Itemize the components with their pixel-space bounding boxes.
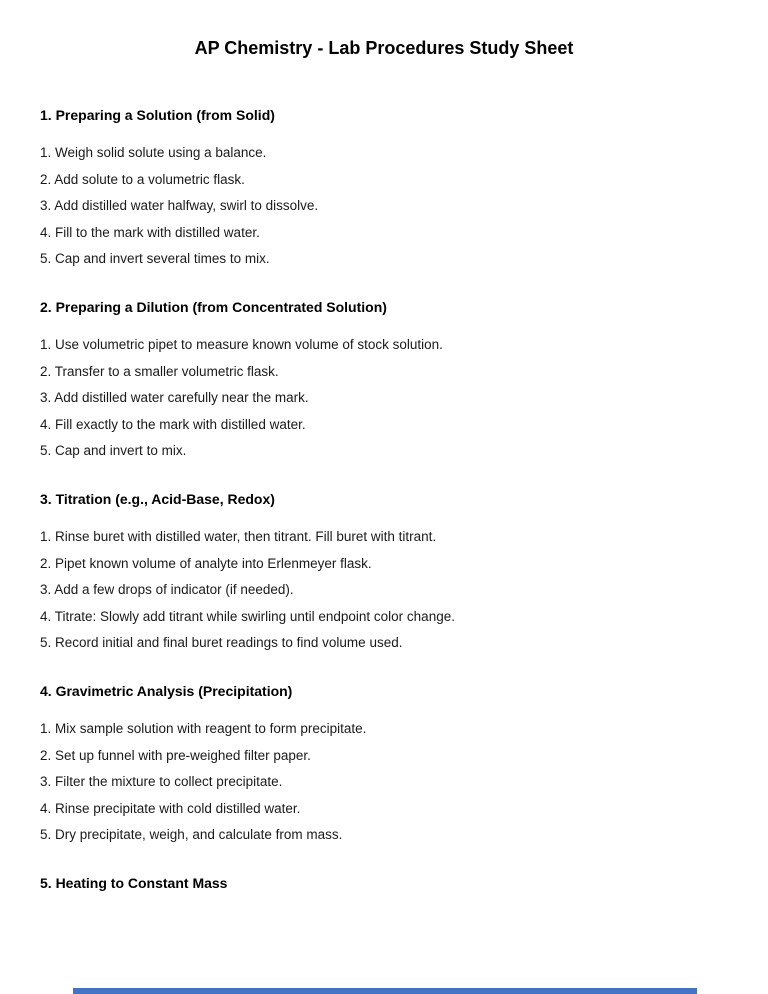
section-4-step: 5. Dry precipitate, weigh, and calculate from mass. xyxy=(40,827,343,842)
section-1-step: 4. Fill to the mark with distilled water. xyxy=(40,224,260,240)
section-2-step: 2. Transfer to a smaller volumetric flask. xyxy=(40,363,279,379)
section-4-step: 2. Set up funnel with pre-weighed filter paper. xyxy=(40,747,311,763)
section-1-step: 5. Cap and invert several times to mix. xyxy=(40,251,270,266)
section-titration xyxy=(40,491,728,651)
section-2-step: 1. Use volumetric pipet to measure known volume of stock solution. xyxy=(40,337,443,352)
section-4-step: 1. Mix sample solution with reagent to form precipitate. xyxy=(40,721,367,736)
section-gravimetric-analysis xyxy=(40,683,728,843)
section-2-step: 3. Add distilled water carefully near the mark. xyxy=(40,390,309,405)
section-3-step: 5. Record initial and final buret readings to find volume used. xyxy=(40,635,403,650)
section-preparing-dilution xyxy=(40,299,728,459)
section-1-step: 2. Add solute to a volumetric flask. xyxy=(40,171,245,187)
section-heating-constant-mass xyxy=(40,875,728,891)
section-1-heading: 1. Preparing a Solution (from Solid) xyxy=(40,107,275,123)
section-2-step: 5. Cap and invert to mix. xyxy=(40,443,187,458)
section-3-heading: 3. Titration (e.g., Acid-Base, Redox) xyxy=(40,491,275,507)
section-3-step: 2. Pipet known volume of analyte into Erlenmeyer flask. xyxy=(40,555,372,571)
page-title: AP Chemistry - Lab Procedures Study Sheet xyxy=(194,38,574,58)
section-4-step: 3. Filter the mixture to collect precipitate. xyxy=(40,774,283,789)
section-4-step: 4. Rinse precipitate with cold distilled water. xyxy=(40,800,301,816)
section-3-step: 1. Rinse buret with distilled water, then titrant. Fill buret with titrant. xyxy=(40,529,437,544)
partial-bottom-bar xyxy=(73,988,697,994)
section-5-heading: 5. Heating to Constant Mass xyxy=(40,875,228,891)
section-1-step: 3. Add distilled water halfway, swirl to dissolve. xyxy=(40,198,319,213)
section-preparing-solution xyxy=(40,107,728,267)
section-3-step: 4. Titrate: Slowly add titrant while swirling until endpoint color change. xyxy=(40,608,455,624)
section-2-heading: 2. Preparing a Dilution (from Concentrated Solution) xyxy=(40,299,387,315)
section-1-step: 1. Weigh solid solute using a balance. xyxy=(40,145,267,160)
section-4-heading: 4. Gravimetric Analysis (Precipitation) xyxy=(40,683,293,699)
section-2-step: 4. Fill exactly to the mark with distilled water. xyxy=(40,416,306,432)
section-3-step: 3. Add a few drops of indicator (if needed). xyxy=(40,582,294,597)
